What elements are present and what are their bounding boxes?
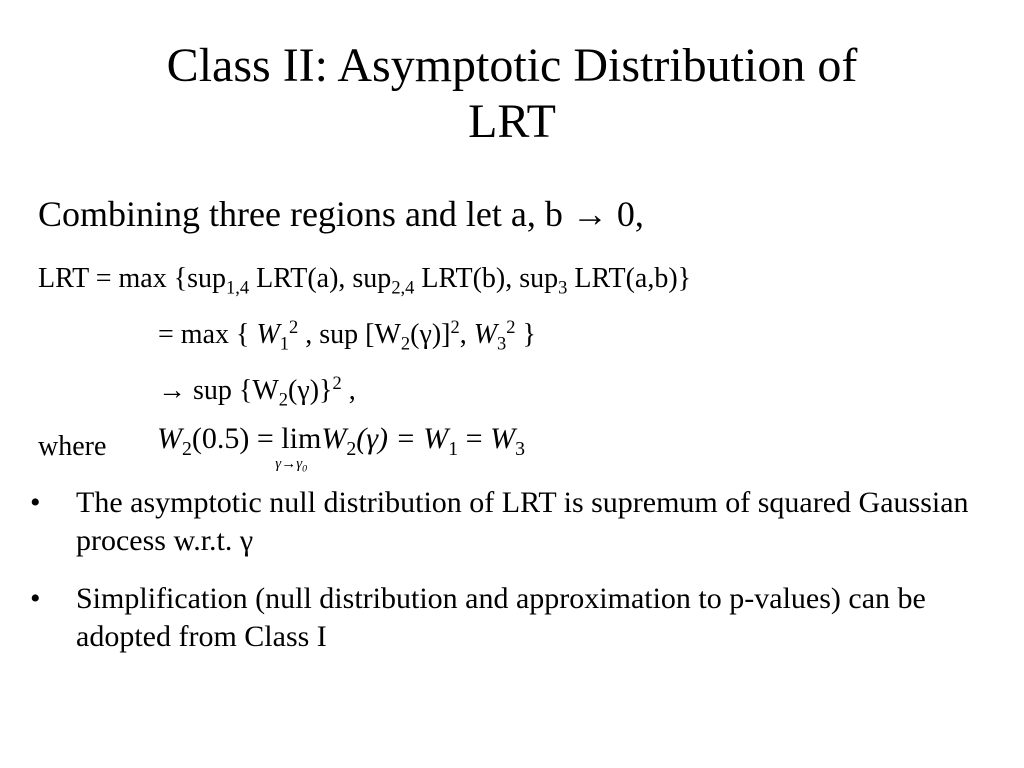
bullet-text: Simplification (null distribution and approximation to p-values) can be adopted from Class I xyxy=(76,582,926,653)
equation-line-2 xyxy=(158,318,536,352)
bullet-list xyxy=(30,484,990,676)
formula-part: (γ) = xyxy=(356,422,424,455)
eq2-sup: 2 xyxy=(289,316,299,337)
title-line-1: Class II: Asymptotic Distribution of xyxy=(166,39,858,92)
eq2-sub: 2 xyxy=(400,333,411,354)
formula-sub: 2 xyxy=(182,437,192,460)
formula-part: (0.5) = xyxy=(191,422,282,455)
bullet-text: The asymptotic null distribution of LRT is supremum of squared Gaussian process w.r.t. γ xyxy=(76,486,969,557)
formula-sub: 1 xyxy=(448,437,459,460)
bullet-item xyxy=(30,484,990,560)
eq2-part: , sup [W xyxy=(298,319,401,350)
equation-line-3 xyxy=(158,374,356,408)
bullet-item xyxy=(30,580,990,656)
where-label: where xyxy=(38,431,107,462)
lim-text: lim xyxy=(281,422,322,455)
eq2-part: , xyxy=(459,319,474,350)
eq2-sub: 3 xyxy=(497,333,507,354)
bullet-marker: • xyxy=(30,486,41,519)
eq3-part: , xyxy=(341,375,356,406)
equation-line-1 xyxy=(38,262,691,296)
eq2-part: } xyxy=(515,319,536,350)
title-line-2: LRT xyxy=(468,95,556,148)
eq3-part: → sup {W xyxy=(158,375,279,406)
eq2-sup: 2 xyxy=(450,316,460,337)
eq1-sub: 3 xyxy=(558,277,568,298)
eq2-sup: 2 xyxy=(506,316,516,337)
eq1-part: LRT(b), sup xyxy=(414,263,559,294)
formula-sub: 3 xyxy=(515,437,525,460)
formula-part: = xyxy=(458,422,491,455)
eq1-part: LRT = max {sup xyxy=(38,263,227,294)
formula-w4: W xyxy=(490,422,516,455)
eq3-part: (γ)} xyxy=(288,375,333,406)
slide-title xyxy=(60,38,964,150)
eq1-part: LRT(a), sup xyxy=(249,263,392,294)
eq1-sub: 2,4 xyxy=(391,277,415,298)
bullet-marker: • xyxy=(30,582,41,615)
formula-w: W xyxy=(157,422,182,455)
eq2-part: = max { xyxy=(158,319,257,350)
eq2-sub: 1 xyxy=(279,333,289,354)
eq2-w3: W xyxy=(473,319,498,350)
eq3-sup: 2 xyxy=(332,372,342,393)
eq2-w1: W xyxy=(256,319,280,350)
eq1-sub: 1,4 xyxy=(226,277,250,298)
formula-w3: W xyxy=(423,422,449,455)
lim-subscript xyxy=(275,456,307,473)
eq3-sub: 2 xyxy=(278,389,288,410)
formula-w2: W xyxy=(321,422,347,455)
lim-sub-index: 0 xyxy=(302,463,308,475)
lead-text: Combining three regions and let a, b → 0, xyxy=(38,194,644,234)
formula-sub: 2 xyxy=(346,437,357,460)
lim-sub-text: γ→γ xyxy=(275,456,303,472)
eq2-part: (γ)] xyxy=(410,319,451,350)
eq1-part: LRT(a,b)} xyxy=(567,263,692,294)
